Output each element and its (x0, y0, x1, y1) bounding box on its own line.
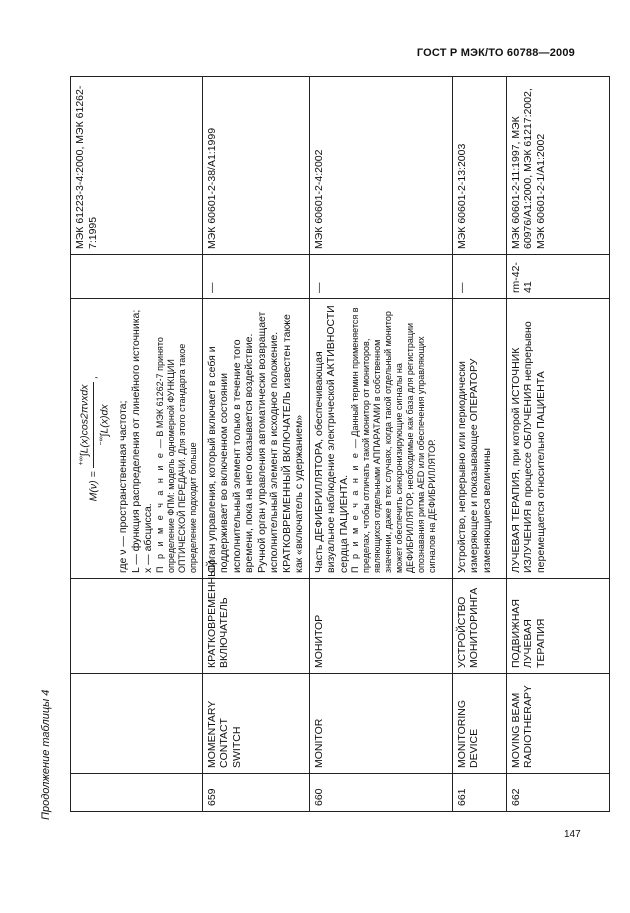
table-continuation-caption: Продолжение таблицы 4 (40, 689, 52, 820)
cell-definition (71, 299, 203, 579)
where-line: где ν — пространственная частота; (117, 400, 129, 573)
cell-refs: МЭК 61223-3-4:2000, МЭК 61262-7:1995 (71, 77, 203, 255)
definition-text: Часть ДЕФИБРИЛЛЯТОРА, обеспечивающая визуальное наблюдение электрической АКТИВНОСТИ сердца ПАЦИЕНТА. (312, 305, 350, 573)
table-row (202, 77, 309, 812)
cell-definition: Орган управления, который включает в себя и поддерживает во включенном состоянии исполнительный элемент только в течение того времени, пока на него оказывается воздействие. Ручной орган управления автоматически возвращает исполнительный элемент в исходное положение. КРАТКОВРЕМЕННЫЙ ВКЛЮЧАТЕЛЬ известен также как «включатель с удержанием» (202, 299, 309, 579)
cell-russian (71, 579, 203, 674)
cell-definition (309, 299, 452, 579)
cell-abbr: — (452, 255, 506, 299)
note: П р и м е ч а н и е — В МЭК 61262-7 принято определение ФПМ: модель одномерной ФУНКЦИИ ОПТИЧЕСКОЙ ПЕРЕДАЧИ. Для этого стандарта такое определение подходит больше (154, 337, 198, 573)
cell-abbr: rm-42-41 (506, 255, 609, 299)
where-line: L — функция распределения от линейного источника; (129, 309, 142, 573)
mtf-formula: M(ν) = +∞∫L(x)cos2πνxdx −∞∫L(x)dx , (78, 375, 111, 502)
cell-english: MONITOR (309, 674, 452, 774)
terms-table (70, 76, 610, 812)
cell-number: 659 (202, 774, 309, 812)
cell-refs: МЭК 60601-2-13:2003 (452, 77, 506, 255)
cell-number: 661 (452, 774, 506, 812)
table-row (309, 77, 452, 812)
table-row (506, 77, 609, 812)
cell-russian: МОНИТОР (309, 579, 452, 674)
cell-english: MONITORING DEVICE (452, 674, 506, 774)
cell-english: MOVING BEAM RADIOTHERAPY (506, 674, 609, 774)
cell-english (71, 674, 203, 774)
cell-abbr (71, 255, 203, 299)
note: П р и м е ч а н и е — Данный термин применяется в пределах, чтобы отличать такой монитор от мониторов, являющихся отдельными АППАРАТАМИ в собственном значении, даже в тех случаях, когда такой отдельный монитор может обеспечить синхронизирующие сигналы на ДЕФИБРИЛЛЯТОР, необходимые как база для регистрации опознавания ритма AED или обеспечения управляющих сигналов на ДЕФИБРИЛЛЯТОР. (350, 307, 437, 573)
cell-number (71, 774, 203, 812)
cell-number: 662 (506, 774, 609, 812)
cell-russian: ПОДВИЖНАЯ ЛУЧЕВАЯ ТЕРАПИЯ (506, 579, 609, 674)
where-line: x — абсцисса. (142, 503, 154, 573)
cell-english: MOMENTARY CONTACT SWITCH (202, 674, 309, 774)
standard-header: ГОСТ Р МЭК/ТО 60788—2009 (416, 47, 575, 59)
cell-abbr: — (309, 255, 452, 299)
cell-definition: Устройство, непрерывно или периодически измеряющее и показывающее ОПЕРАТОРУ изменяющиеся величины (452, 299, 506, 579)
cell-refs: МЭК 60601-2-4:2002 (309, 77, 452, 255)
cell-refs: МЭК 60601-2-38/А1:1999 (202, 77, 309, 255)
terms-table-area (70, 77, 580, 812)
cell-abbr: — (202, 255, 309, 299)
cell-russian: КРАТКОВРЕМЕННЫЙ ВКЛЮЧАТЕЛЬ (202, 579, 309, 674)
cell-refs: МЭК 60601-2-11:1997, МЭК 60976/А1:2000, МЭК 61217:2002, МЭК 60601-2-1/А1:2002 (506, 77, 609, 255)
table-row (71, 77, 203, 812)
page-number: 147 (564, 829, 581, 840)
cell-definition: ЛУЧЕВАЯ ТЕРАПИЯ, при которой ИСТОЧНИК ИЗЛУЧЕНИЯ в процессе ОБЛУЧЕНИЯ непрерывно перемещается относительно ПАЦИЕНТА (506, 299, 609, 579)
cell-number: 660 (309, 774, 452, 812)
cell-russian: УСТРОЙСТВО МОНИТОРИНГА (452, 579, 506, 674)
table-row (452, 77, 506, 812)
